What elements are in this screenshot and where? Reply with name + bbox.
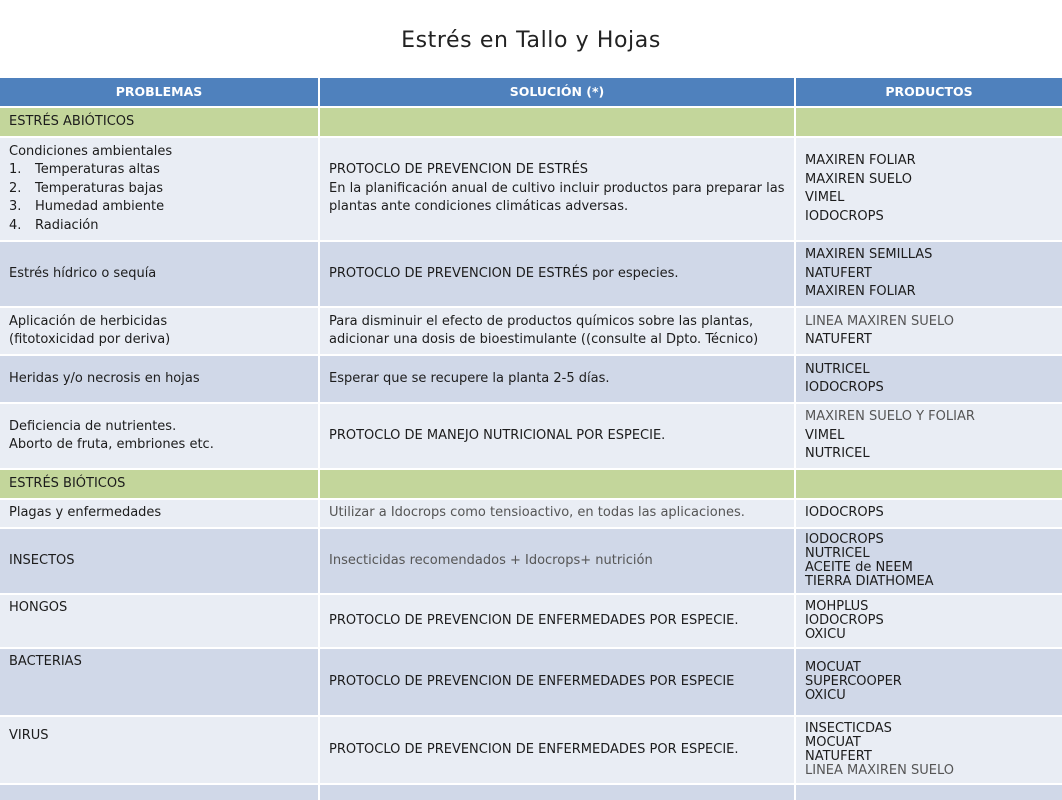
header-problemas: PROBLEMAS [0, 78, 318, 106]
empty-cell [0, 785, 318, 800]
solution-cell: Para disminuir el efecto de productos químicos sobre las plantas, adicionar una dosis de bioestimulante ((consulte al Dpto. Técnico) [320, 308, 794, 354]
products-cell: IODOCROPS NUTRICEL ACEITE de NEEM TIERRA DIATHOMEA [796, 529, 1062, 593]
problem-cell [0, 138, 318, 240]
section-row-abioticos [0, 108, 1062, 136]
problem-cell: HONGOS [0, 595, 318, 647]
products-cell: NUTRICEL IODOCROPS [796, 356, 1062, 402]
table-row [0, 529, 1062, 593]
table-row [0, 785, 1062, 800]
section-empty-cell [796, 470, 1062, 498]
header-productos: PRODUCTOS [796, 78, 1062, 106]
problem-cell: Heridas y/o necrosis en hojas [0, 356, 318, 402]
problem-cell: VIRUS [0, 717, 318, 783]
products-cell: LINEA MAXIREN SUELO NATUFERT [796, 308, 1062, 354]
solution-cell: PROTOCLO DE PREVENCION DE ENFERMEDADES POR ESPECIE. [320, 717, 794, 783]
solution-cell: PROTOCLO DE PREVENCION DE ESTRÉS En la planificación anual de cultivo incluir productos para preparar las plantas ante condiciones climáticas adversas. [320, 138, 794, 240]
section-label-bioticos: ESTRÉS BIÓTICOS [0, 470, 318, 498]
empty-cell [796, 785, 1062, 800]
section-empty-cell [796, 108, 1062, 136]
products-cell: IODOCROPS [796, 500, 1062, 527]
products-cell: MAXIREN FOLIAR MAXIREN SUELO VIMEL IODOCROPS [796, 138, 1062, 240]
list-item: 2. Temperaturas bajas [9, 180, 164, 196]
products-cell: MOHPLUS IODOCROPS OXICU [796, 595, 1062, 647]
empty-cell [320, 785, 794, 800]
solution-cell: PROTOCLO DE MANEJO NUTRICIONAL POR ESPECIE. [320, 404, 794, 468]
problem-cell: Aplicación de herbicidas (fitotoxicidad por deriva) [0, 308, 318, 354]
products-cell: MAXIREN SEMILLAS NATUFERT MAXIREN FOLIAR [796, 242, 1062, 306]
table-row [0, 404, 1062, 468]
products-cell: MOCUAT SUPERCOOPER OXICU [796, 649, 1062, 715]
table-row [0, 595, 1062, 647]
header-solucion: SOLUCIÓN (*) [320, 78, 794, 106]
list-item: 3. Humedad ambiente [9, 199, 165, 215]
page-title: Estrés en Tallo y Hojas [401, 28, 661, 53]
section-row-bioticos [0, 470, 1062, 498]
table-row [0, 308, 1062, 354]
solution-cell: PROTOCLO DE PREVENCION DE ENFERMEDADES POR ESPECIE [320, 649, 794, 715]
problem-cell: Estrés hídrico o sequía [0, 242, 318, 306]
solution-cell: Insecticidas recomendados + Idocrops+ nutrición [320, 529, 794, 593]
table-row [0, 138, 1062, 240]
table-header [0, 78, 1062, 106]
problem-cell: INSECTOS [0, 529, 318, 593]
section-label-abioticos: ESTRÉS ABIÓTICOS [0, 108, 318, 136]
table-row [0, 356, 1062, 402]
problem-cell: BACTERIAS [0, 649, 318, 715]
table-row [0, 717, 1062, 783]
solution-cell: Esperar que se recupere la planta 2-5 días. [320, 356, 794, 402]
problem-title: Condiciones ambientales [9, 143, 173, 159]
products-cell: MAXIREN SUELO Y FOLIAR VIMEL NUTRICEL [796, 404, 1062, 468]
list-item: 4. Radiación [9, 217, 99, 233]
problem-cell: Deficiencia de nutrientes. Aborto de fruta, embriones etc. [0, 404, 318, 468]
table-row [0, 500, 1062, 527]
solution-cell: PROTOCLO DE PREVENCION DE ESTRÉS por especies. [320, 242, 794, 306]
problem-cell: Plagas y enfermedades [0, 500, 318, 527]
section-empty-cell [320, 108, 794, 136]
products-cell: INSECTICDAS MOCUAT NATUFERT LINEA MAXIREN SUELO [796, 717, 1062, 783]
list-item: 1. Temperaturas altas [9, 162, 160, 178]
solution-cell: PROTOCLO DE PREVENCION DE ENFERMEDADES POR ESPECIE. [320, 595, 794, 647]
section-empty-cell [320, 470, 794, 498]
table-row [0, 242, 1062, 306]
table-row [0, 649, 1062, 715]
solution-cell: Utilizar a Idocrops como tensioactivo, en todas las aplicaciones. [320, 500, 794, 527]
